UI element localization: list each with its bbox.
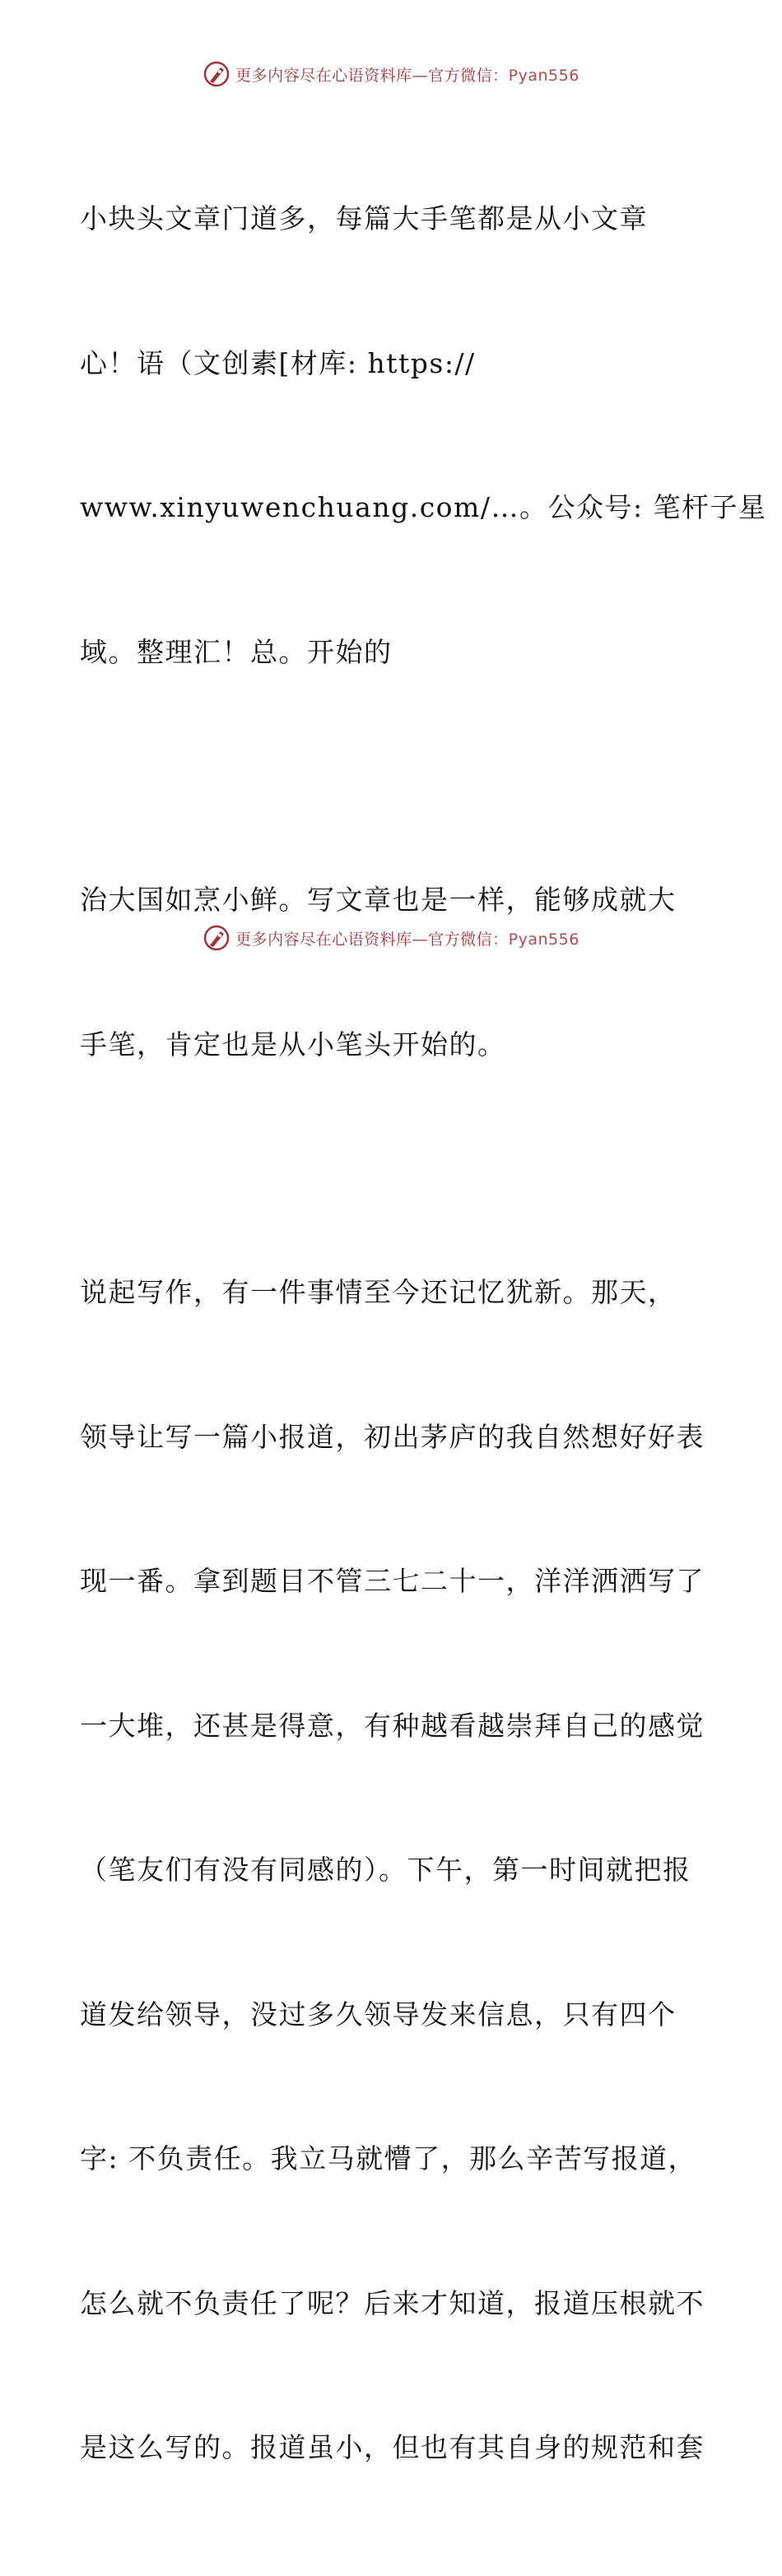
text-line: 现一番。拿到题目不管三七二十一，洋洋洒洒写了 xyxy=(80,1565,705,1597)
text-line: （笔友们有没有同感的）。下午，第一时间就把报 xyxy=(80,1854,691,1886)
text-line: 道发给领导，没过多久领导发来信息，只有四个 xyxy=(80,1998,677,2031)
watermark-text: 更多内容尽在心语资料库—官方微信：Pyan556 xyxy=(235,930,580,949)
header-watermark xyxy=(0,58,782,91)
text-line: www.xinyuwenchuang.com/…。公众号: 笔杆子星 xyxy=(80,491,767,523)
text-line: 怎么就不负责任了呢？后来才知道，报道压根就不 xyxy=(80,2286,705,2319)
text-line: 是这么写的。报道虽小，但也有其自身的规范和套 xyxy=(80,2431,705,2463)
document-body xyxy=(80,99,767,2576)
paragraph-2 xyxy=(80,780,705,1165)
pen-nib-logo-icon xyxy=(202,924,230,952)
paragraph-1 xyxy=(80,99,767,773)
text-line: 治大国如烹小鲜。写文章也是一样，能够成就大 xyxy=(80,884,677,916)
text-line: 心！语（文创素[材库: https:// xyxy=(80,346,476,379)
watermark-text: 更多内容尽在心语资料库—官方微信：Pyan556 xyxy=(235,66,580,85)
text-line: 字: 不负责任。我立马就懵了，那么辛苦写报道， xyxy=(80,2142,697,2175)
text-line: 领导让写一篇小报道，初出茅庐的我自然想好好表 xyxy=(80,1420,705,1453)
text-line: 说起写作，有一件事情至今还记忆犹新。那天， xyxy=(80,1276,677,1308)
text-line: 域。整理汇！总。开始的 xyxy=(80,635,393,668)
text-line: 手笔，肯定也是从小笔头开始的。 xyxy=(80,1028,506,1061)
paragraph-3 xyxy=(80,1172,705,2569)
text-line: 小块头文章门道多，每篇大手笔都是从小文章 xyxy=(80,202,648,234)
text-line: 一大堆，还甚是得意，有种越看越崇拜自己的感觉 xyxy=(80,1709,705,1742)
footer-watermark xyxy=(0,921,782,954)
pen-nib-logo-icon xyxy=(202,60,230,88)
